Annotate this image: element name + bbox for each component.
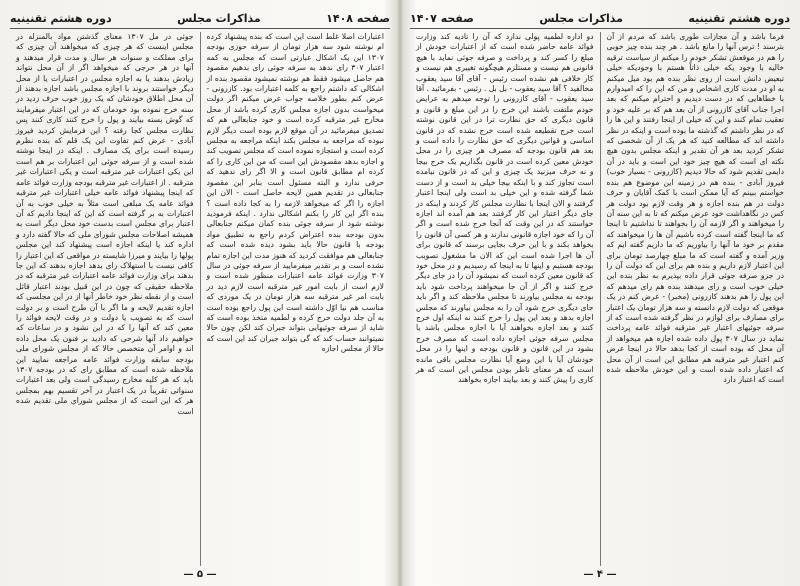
- book-spine: [396, 0, 404, 586]
- running-head-left: [10, 8, 390, 29]
- page-folio: — ۵ —: [183, 569, 217, 580]
- column-text: جوئی در مل ۱۳۰۷ معنای گذشتن مواد بالمنزله در مجلس اینست که هر چیزی که میخواهند آن چیزی که برای مملکت و سنوات هر سال و مدت قرار میدهند و آنها در هر حرجی که میخواهد اگر از آن محل نتواند زیادش بدهند یا به اجازه مجلس در اعتبارات یا از محل دیگر خواستند بروند با اجازه مجلس باشد اجازه بدهند از آن محل اطلاق خودشان که یک روز خوب حرف زدید در سنه خرج نموده بود خودمان که در این اعتبار میفرمایند که گوش بسته بیایند و پول را خرج کنند کاری کنند پس نظارت مجلس کجا رفته ؟ این فرمایش کردید فیروز آبادی - عرض کنم تفاوت این یک قلم که بنده نظرم رسیده است برای یک مصارف . اینکه در اینجا نوشته شده است و از سرفه جوئی این اعتبارات بر هم است این یکی اعتبارات غیر مترقبه است و یکی اعتبارات غیر مترقبه . از اعتبارات غیر مترقبه بودجه وزارت فوائد عامه که اینجا پیشنهاد فوائد عامه خیلی اعتبارات غیر مترقبه فوائد عامه یک مبلغی است مثلاً به خیلی خوب به آن اعتبارات به بر گرفته است که این که اینجا دادیم که آن اعتبار برای مجلس است بدست خود محل دیگر است به همیشه اصلاحات مجلس شورای ملی که حالا گفته دارد و اداره کند یا اینکه اجازه است پیشنهاد کند این مجلس پولها را بیایند و میرزا شایسته در مواقعی که این اعتبار را کافی نیست با استهلاک رای بدهد اجازه بدهند که این جا بدهند برای وزارت فوائد عامه اعتبارات غیر مترقبه که در ملاحظه حقیقی که چون در این قبیل بودند اعتبار قائل است و از نقطه نظر خود خاطر آنها از در این مجلسی که اجازه تقدیم لایحه و ما اگر با آن طرح است و بر دولت است که به تصویب یا دولت و در وقت لایحه فوائد را معین کند که آنها را که در این نشود و در ساعات که خواهیم داد آنها شرحی که دادید بر فنون یک محل داده اند و اوامر آن متخصص حالا که از مجلس شورای ملی بودجه سابقه وزارت فوائد عامه مراجعه نمایید این ملاحظه شده است که مطابق رای که در بودجه ۱۳۰۷ باید که هر کلیه مخارج رسیدگی است ولی بعد اعتبارات سنواتی تقریباً در یک اعتبار در آخر تقسیم بهم بمجلس هر که این است که از مجلس شورای ملی تقدیم شده است: [15, 32, 194, 416]
- running-title: مذاکرات مجلس: [539, 11, 623, 25]
- text-column-left: [10, 32, 200, 566]
- right-page: [404, 0, 796, 586]
- column-text: فرما باشد و آن مجازات طوری باشد که مردم از آن بترسند ! ترس آنها را مانع باشد . هر چند بنده چیز خوبی را هم در موقعش تشکر خودم را میکنم از سیاست ترقیه خالیه با وجود یکه خیلی ذاتاً هستم با وجودیکه خیلی تبعیض دانش است از روی نظر بنده هم بود میل میکنم به او در مدت کاری اشخاص و من که این را که امیدوارم با خطاهایی که در دست دیدیم و احترام میکنم که بعد اجرا جناب آقای کازرونی از آن بعد هم که بر علیه خود و تعقیب تمام کنند و این که خیلی از اینجا رفتند و این ها را که در نظر داشتم که گذشته ما بوده است و اینکه در نظر داشته اند که مطالعه کنید که هر یک از آن شخصی که تشکر کردید بعد هر آن تقدیر و اینکه مجلس بدون هیچ نکته ای است که هیچ چیز خود این است و باید در آن دایمی تقدیم شود که حالا دیدیم (کازرونی - بسیار خوب) فیروز آبادی - بنده هم در زمینه این موضوع هم بنده خواستم ببینم که آیا ممکن است با کمک آقایان و حرف دولت در هم بنده اجازه و هر وقت لازم بود دولت هر کس در نگاهداشت خود عرض میکنم که تا به این سنه آن را میخواهند و اگر لازمه آن را بخواهند تا نداشتیم تا اینجا که ما اینجا گفته است کرده باشیم آن ها را میخواهند که مقدم بر خود ما آنها را بیاوریم که ما داریم گفته ایم که وزیر آمده و گفته است که ما مبلغ چهارصد تومان برای این اعتبار لازم داریم و بنده هم برای این که دولت آن را در جزو صرفه جوئی قرار داده بپذیرم به نظر بنده این خیلی خوب است و رای میدهند بنده هم رای میدهم که این پول را هم بدهند کازرونی (مخبر) - عرض کنم در یک موقعی که دولت لازم دانسته و سه هزار تومان یک اعتبار برای مصارف برای لوازم در نظر گرفته شده است که از سرفه جوئیهای اعتبار غیر مترقبه فوائد عامه پرداخت نماید در سال ۳۰۷ پول داده شده اجازه هم میخواهد از آن محل که بوده است از کجا بدهد حالا در اینجا عرض کنم اعتبار غیر مترقبه هم مطابق این است از آن محل که اعتبار داده شده است و این خودش ملاحظه شده است که اعتبار دارد: [606, 32, 784, 385]
- right-page-columns: [410, 32, 790, 566]
- column-text: دو اداره لطمیه پولی ندارد که آن را تادیه کند وزارت فوائد عامه حاضر شده است که از اعتبارات خودش از مبلغ را کسر کند و پرداخت و صرفه جوئی نماید با هیچ قانونی هم نیست و مستلزم هیچگونه تغییری هم نیست و کار خلافی هم نشده است رئیس - آقای آقا سید یعقوب مخالفید ؟ آقا سید یعقوب - بل بل . رئیس - بفرمائید . آقا سید یعقوب - آقای کازرونی را توجه میدهم به عرایض خودم ملتفت باشند این خرج را در این مبلغ و قانون و قانون دیگری که حق نظارت ترا در این قانون نوشته است خرج تقطیعه شده است خرج نشده که در قانون اساسی و قوانین دیگری که حق نظارت را داده است و بعد هم قانون بودجه که مصرف هر چیزی را در محل خودش معین کرده است در قانون بگذاریم یک خرج بیجا و نه حرف میزنید یک چیزی و این که در قانون نیامده است تجاوز کند و با اینکه بیجا خیلی بد است و از دست شما گرفته شده و این خیلی بد است ولی اینجا اعتبار گرفتند و الان اینجا با نظارت مجلس کار کردند و اینکه در جای دیگر اعتبار این کار گرفتند بعد هم آمده اند اجازه خواستند که در این وقت که آنجا خرج شده است و اگر آن را که خود اجازه قانونی ندارند و هر کسی آن قانون را بخواهد بکند و با این حرف بجایی برسند که قانون برای آن ها اجرا شده است این که الان ما مشغول تصویب بودجه هستیم و اینها تا به اینجا که رسیدیم و در محل خود که قانون معین کرده است که نمیشود آن را در جای دیگر خرج کنند و اگر از آن جا میخواهند پرداخت شود باید بودجه به مجلس بیاورند تا مجلس ملاحظه کند و اگر باید جای دیگری خرج شود آن را به مجلس بیاورند که مجلس اجازه بدهد و بعد این پول را خرج کنند نه اینکه اول خرج کنند و بعد اجازه بخواهند آیا با اجازه مجلس باشد یا مجلس سرفه جوئی اجازه داده است که مصرف خرج بشود در این قانون و قانون بودجه و اینها را در محل خودشان آیا با این وضع آیا نظارت مجلس باقی مانده است که هر معنای ناظر بودن مجلس این است که هر کاری را پیش کنند و بعد بیایند اجازه بخواهند: [416, 32, 594, 385]
- text-column-right: [201, 32, 391, 566]
- running-head-right: [410, 8, 790, 29]
- session-label: دوره هشتم تقنینیه: [688, 11, 790, 25]
- text-column-left: [410, 32, 600, 566]
- left-page-columns: [10, 32, 390, 566]
- text-column-right: [601, 32, 791, 566]
- column-text: اعتبارات اصلا غلط است این است که بنده پیشنهاد کرده ام نوشته شود سه هزار تومان از سرفه حوزی بودجه ۱۳۰۷ این یک اشکال عبارتی است که مجلس به کمه اعتبار ۳۰۷ رای ندهد به سرفه جوئی رای بدهیم مقصود هم حاصل میشود فقط هم نوشته نمیشود مقصود بنده از اشکالی که داشتم راجع به کلمه اعتبارات بود. کازرونی - عرض کنم بطور خلاصه جواب عرض میکنم اگر دولت میخواست بدون اجازه مجلس کاری کرده باشد از محل مخارج غیر مترقبه کرده است و خود جنابعالی هم که تصدیق میفرمائید در آن موقع لازم بوده است دیگر لازم نبوده که مراجعه به مجلس بکند اینکه مراجعه به مجلس کرده است و استجازه نموده است که مجلس تصویب کند و اجازه بدهد مقصودش این است که من این کاری را که کرده ام مطابق قانون است و الا اگر رای ندهید که حرفی ندارد و البته مسئول است بنابر این مقصود جنابعالی در تقدیم همین لایحه حاصل است - الان این اجازه را اگر که میخواهد لازمه را به کجا داده است ؟ بنده اگر این کار را بکنم اشکالی ندارد . اینکه فرمودید نوشته شود از سرفه جوئی بنده کمان میکنم جنابعالی بدون بودجه بنده اعتراض کردم راجع به تطبیق مواد بودجه با قانون حالا باید بشود دیده شده است که جنابعالی هم موافقت کردید که هنوز مدت این اجازه تمام نشده است و بر تقدیر میفرمایید از سرفه جوئی در سال ۳۰۷ وزارت فوائد عامه اعتبارات منظور شده است و لازم است از بابت امور غیر مترقبه است لازم دید در بابت امر غیر مترقبه سه هزار تومان در یک موردی که مناسب هم نیا اوّل داشته است این پول راجع بوده است به آن جلد دولت حرج کرده و لطمیه متخذ بوده است که شاید از سرفه جوئیهایی بتواند جبران کند لکن چون حالا نمیتوانند حساب کند که گی بتواند جبران کند این است که حالا از مجلس اجازه: [206, 32, 384, 354]
- page-number-label: صفحه ۱۴۰۷: [410, 11, 474, 25]
- left-page: [4, 0, 396, 586]
- running-title: مذاکرات مجلس: [177, 11, 261, 25]
- page-number-label: صفحه ۱۴۰۸: [326, 11, 390, 25]
- session-label: دوره هشتم تقنینیه: [10, 11, 112, 25]
- page-folio: — ۴ —: [583, 569, 617, 580]
